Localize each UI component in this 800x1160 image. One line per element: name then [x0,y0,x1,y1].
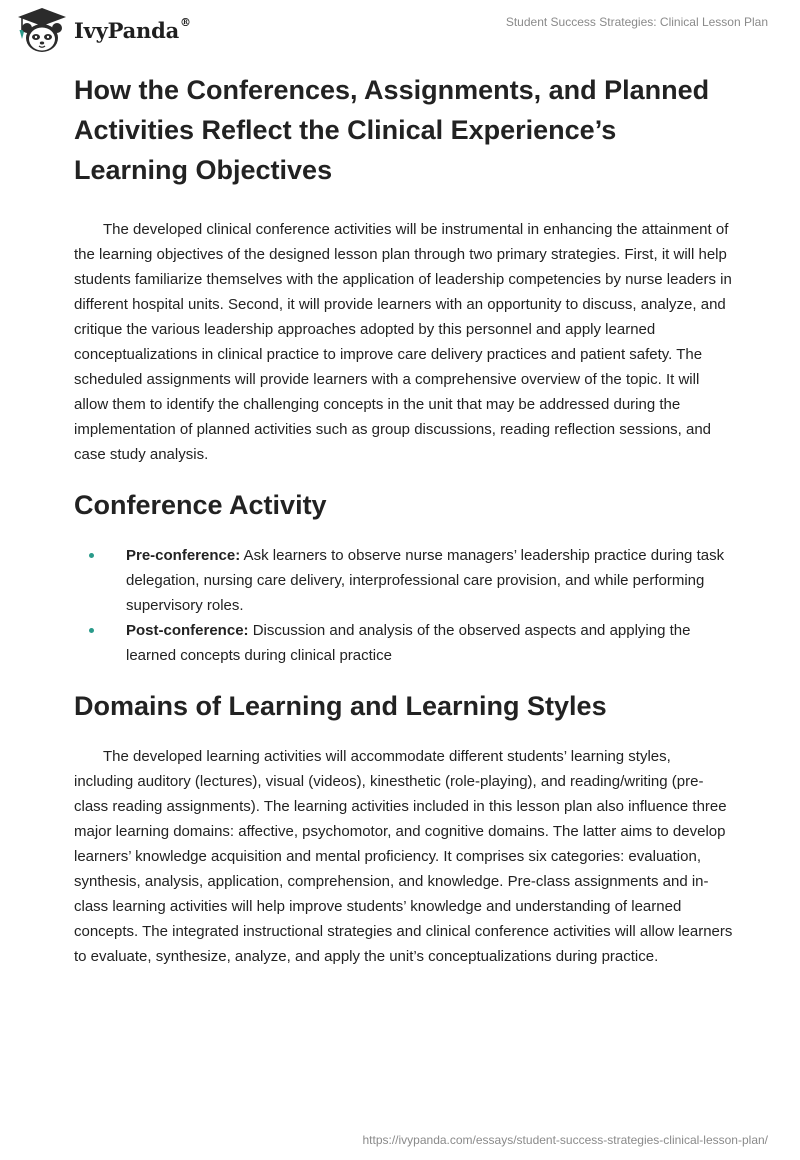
list-item-label: Post-conference: [126,622,249,639]
essay-content [74,70,734,969]
panda-graduate-logo-icon [14,6,70,54]
document-title: Student Success Strategies: Clinical Lesson Plan [505,15,768,29]
trademark-mark: ® [180,15,191,29]
list-item-text: Discussion and analysis of the observed aspects and applying the learned concepts during clinical practice [126,622,691,664]
paragraph-objectives: The developed clinical conference activities will be instrumental in enhancing the attainment of the learning objectives of the designed lesson plan through two primary strategies. First, it will help students familiarize themselves with the application of leadership competencies by nurse leaders in different hospital units. Second, it will provide learners with an opportunity to discuss, analyze, and critique the various leadership approaches adopted by this personnel and apply learned conceptualizations in clinical practice to improve care delivery practices and patient safety. The scheduled assignments will provide learners with a comprehensive overview of the topic. It will allow them to identify the challenging concepts in the unit that may be addressed during the implementation of planned activities such as group discussions, reading reflection sessions, and case study analysis. [74,221,732,463]
conference-activity-list [74,543,734,668]
list-item-post-conference [74,618,734,668]
list-item-label: Pre-conference: [126,547,241,564]
paragraph-domains: The developed learning activities will accommodate different students’ learning styles, including auditory (lectures), visual (videos), kinesthetic (role-playing), and reading/writing (pre-class reading assignments). The learning activities included in this lesson plan also influence three major learning domains: affective, psychomotor, and cognitive domains. The latter aims to develop learners’ knowledge acquisition and mental proficiency. It comprises six categories: evaluation, synthesis, analysis, application, comprehension, and knowledge. Pre-class assignments and in-class learning activities will help improve students’ knowledge and understanding of learned concepts. The integrated instructional strategies and clinical conference activities will allow learners to evaluate, synthesize, analyze, and apply the unit’s conceptualizations during practice. [74,748,733,965]
section-heading-objectives: How the Conferences, Assignments, and Planned Activities Reflect the Clinical Experience’s Learning Objectives [74,75,710,185]
brand-logo[interactable] [14,6,191,54]
section-heading-domains: Domains of Learning and Learning Styles [74,691,607,721]
brand-name: IvyPanda® [74,15,191,43]
page-header [0,0,800,60]
list-item-text: Ask learners to observe nurse managers’ leadership practice during task delegation, nursing care delivery, interprofessional care provision, and while performing supervisory roles. [126,547,725,614]
list-item-pre-conference [74,543,734,618]
bullet-icon [89,628,94,633]
bullet-icon [89,553,94,558]
source-url[interactable]: https://ivypanda.com/essays/student-success-strategies-clinical-lesson-plan/ [362,1133,768,1147]
section-heading-conference: Conference Activity [74,490,327,520]
